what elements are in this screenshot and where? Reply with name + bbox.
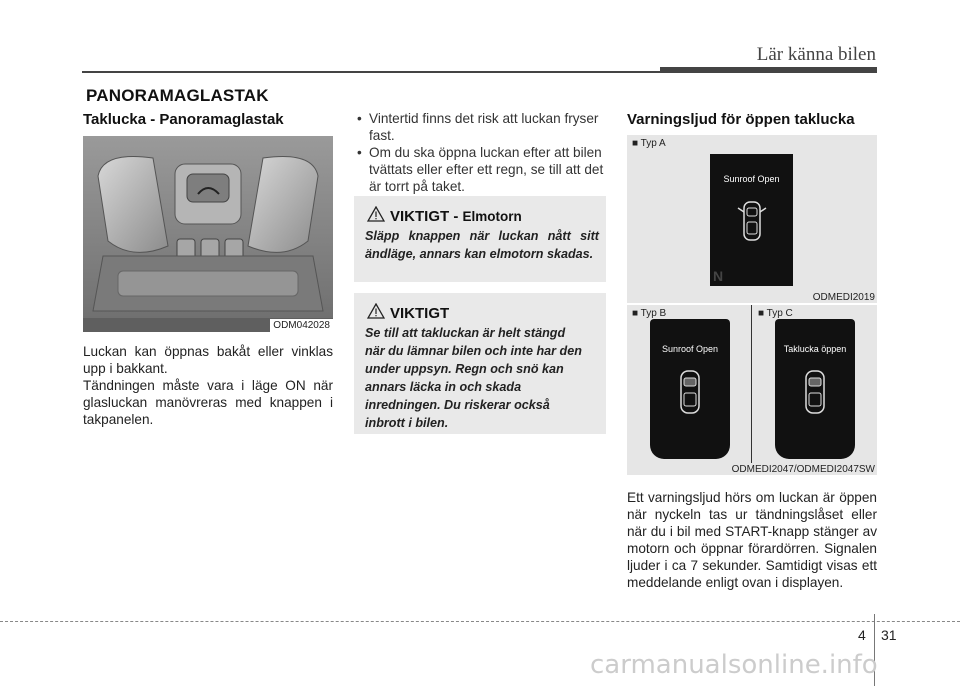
cluster-display-c [775, 319, 855, 459]
cluster-display-a: Sunroof Open N [710, 154, 793, 286]
bullet-list [357, 110, 605, 195]
col1-paragraph-1: Luckan kan öppnas bakåt eller vinklas upp i bakkant. [83, 344, 333, 376]
screen-message: Sunroof Open [723, 174, 780, 184]
list-item: • Vintertid finns det risk att luckan fryser fast. [357, 110, 605, 144]
running-header: Lär känna bilen [756, 44, 876, 65]
roof-console-photo [83, 136, 333, 332]
warning-text: Se till att takluckan är helt stängd när du lämnar bilen och inte har den under uppsyn. Regn och snö kan annars läcka in och skada inredningen. Du riskerar också inbrott i bilen. [365, 326, 582, 430]
header-rule-accent [660, 67, 877, 73]
watermark: carmanualsonline.info [590, 650, 878, 680]
car-top-view-icon [674, 367, 706, 417]
warning-title: VIKTIGT [390, 305, 450, 322]
warning-triangle-icon [367, 303, 385, 319]
bullet-text: Vintertid finns det risk att luckan fryser fast. [369, 111, 599, 143]
type-a-label: ■ Typ A [632, 138, 666, 149]
warning-title-suffix: Elmotorn [462, 209, 522, 224]
warning-title-main: VIKTIGT - [390, 208, 459, 225]
bullet-text: Om du ska öppna luckan efter att bilen tvättats eller efter ett regn, se till att det är torrt på taket. [369, 145, 604, 194]
screen-message: Taklucka öppen [783, 344, 847, 354]
warning-text: Släpp knappen när luckan nått sitt ändläge, annars kan elmotorn skadas. [365, 229, 599, 261]
chapter-number: 4 [858, 627, 866, 643]
photo-caption: ODM042028 [270, 319, 333, 332]
caption-a: ODMEDI2019 [812, 292, 875, 303]
car-top-view-icon [736, 198, 768, 244]
display-panel-type-bc [627, 305, 877, 475]
type-c-label: ■ Typ C [758, 308, 793, 319]
display-panel-type-a [627, 135, 877, 303]
warning-box-closed [354, 293, 606, 434]
type-b-label: ■ Typ B [632, 308, 667, 319]
caption-bc: ODMEDI2047/ODMEDI2047SW [731, 464, 875, 475]
warning-box-motor [354, 196, 606, 282]
warning-triangle-icon [367, 206, 385, 222]
col3-subtitle: Varningsljud för öppen taklucka [627, 111, 855, 128]
footer-rule [0, 621, 960, 622]
list-item: • Om du ska öppna luckan efter att bilen tvättats eller efter ett regn, se till att det är torrt på taket. [357, 145, 604, 194]
screen-message: Sunroof Open [661, 344, 719, 354]
car-top-view-icon [799, 367, 831, 417]
warning-title [390, 208, 522, 225]
cluster-display-b [650, 319, 730, 459]
section-title: PANORAMAGLASTAK [86, 86, 269, 105]
panel-divider [751, 305, 752, 463]
col1-subtitle: Taklucka - Panoramaglastak [83, 111, 284, 128]
col1-paragraph-2: Tändningen måste vara i läge ON när glasluckan manövreras med knappen i takpanelen. [83, 378, 333, 427]
page-number: 31 [881, 627, 897, 643]
col3-paragraph: Ett varningsljud hörs om luckan är öppen när nyckeln tas ur tändningslåset eller när du i bil med START-knapp stänger av motorn och öppnar förardörren. Signalen ljuder i ca 7 sekunder. Samtidigt visas ett meddelande enligt ovan i displayen. [627, 490, 877, 590]
